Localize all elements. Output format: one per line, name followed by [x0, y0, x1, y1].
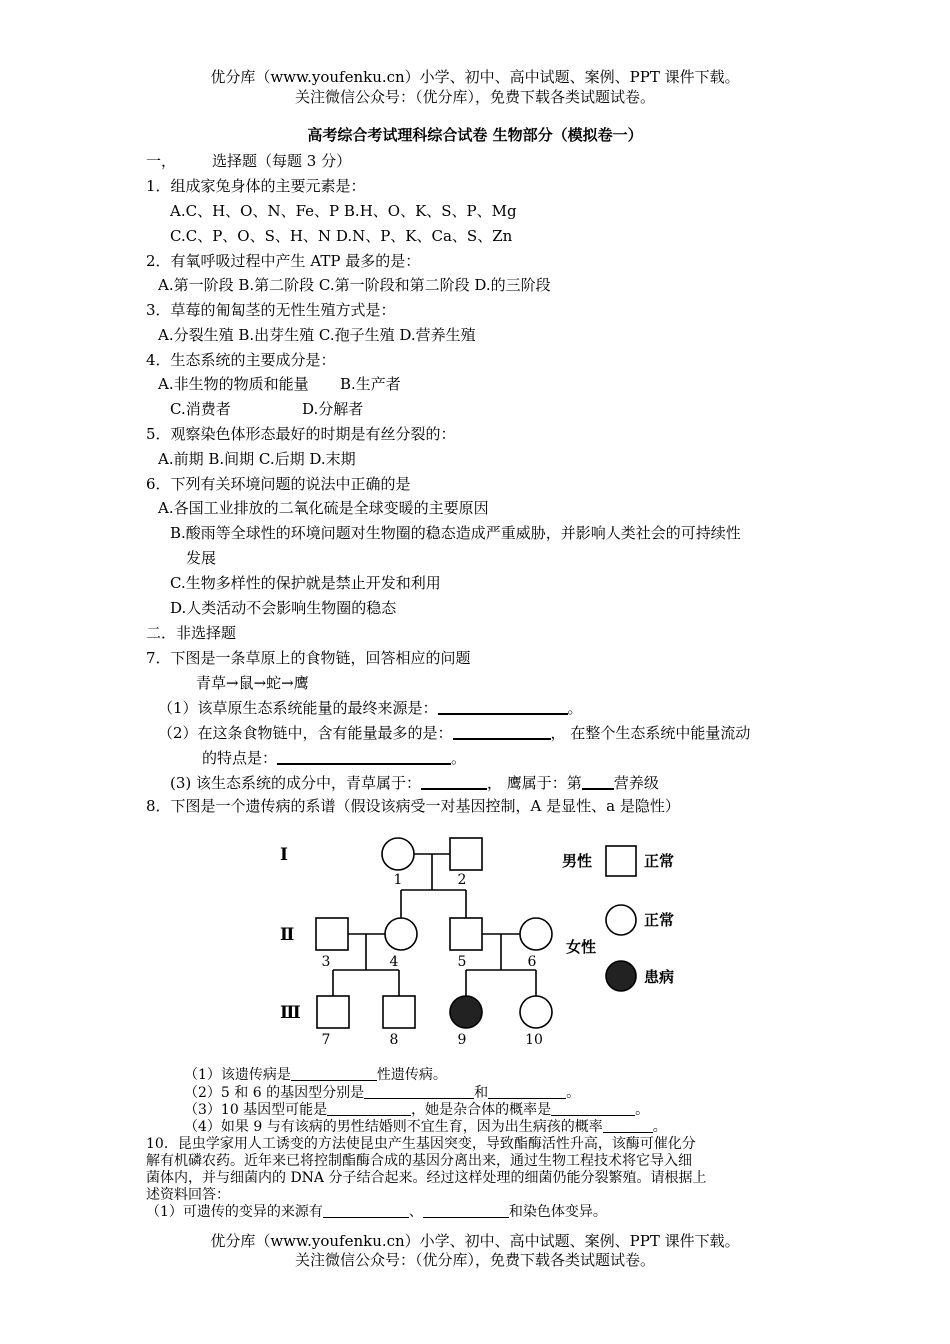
q8-sub-4: [184, 1118, 667, 1136]
q10-p1-sep: 、: [408, 1204, 423, 1220]
q10-line-1: 10．昆虫学家用人工诱变的方法使昆虫产生基因突变，导致酯酶活性升高，该酶可催化分: [146, 1136, 696, 1152]
q7-p2-text-b: ， 在整个生态系统中能量流动: [550, 724, 751, 742]
legend-affected-label: 患病: [644, 968, 675, 986]
q7-p2-text-c: 的特点是：: [202, 749, 278, 767]
individual-6-female: [520, 918, 552, 950]
section-2-label: 二．非选择题: [146, 624, 237, 642]
id-4: 4: [389, 954, 399, 970]
id-3: 3: [321, 954, 331, 970]
q7-p2-end: 。: [451, 749, 467, 767]
q7-part-2: [158, 722, 750, 744]
q8-s4-text: （4）如果 9 与有该病的男性结婚则不宜生育，因为出生病孩的概率: [184, 1119, 603, 1135]
section-1-label: 选择题（每题 3 分）: [212, 152, 352, 170]
q3-stem: 3．草莓的匍匐茎的无性生殖方式是：: [146, 301, 396, 319]
generation-III-label: Ⅲ: [280, 1003, 301, 1023]
id-2: 2: [457, 872, 467, 888]
legend-affected-symbol: [606, 961, 636, 991]
exam-title: 高考综合考试理科综合试卷 生物部分（模拟卷一）: [307, 126, 643, 144]
q4-option-a: A.非生物的物质和能量: [158, 375, 309, 393]
id-10: 10: [525, 1032, 543, 1048]
q10-p1-end: 和染色体变异。: [508, 1204, 607, 1220]
q6-option-a: A.各国工业排放的二氧化硫是全球变暖的主要原因: [158, 499, 489, 517]
q7-p1-text: （1）该草原生态系统能量的最终来源是：: [158, 699, 438, 717]
q8-sub-1: [184, 1066, 447, 1084]
id-7: 7: [321, 1032, 331, 1048]
individual-5-male: [450, 918, 482, 950]
q5-stem: 5．观察染色体形态最好的时期是有丝分裂的：: [146, 425, 456, 443]
q7-p2-blank-1: [453, 724, 551, 740]
q6-option-b-cont: 发展: [186, 549, 217, 567]
q4-stem: 4．生态系统的主要成分是：: [146, 351, 336, 369]
q8-s4-end: 。: [652, 1119, 667, 1135]
q4-option-c: C.消费者: [170, 400, 231, 418]
q8-s1-blank: [291, 1066, 377, 1081]
q7-part-3: [170, 772, 659, 794]
individual-1-female: [382, 838, 414, 870]
q2-options: A.第一阶段 B.第二阶段 C.第一阶段和第二阶段 D.的三阶段: [158, 276, 551, 294]
q7-p3-text-b: ， 鹰属于：第: [487, 774, 582, 792]
generation-I-label: Ⅰ: [280, 845, 288, 865]
q8-s3-end: 。: [635, 1102, 650, 1118]
q8-sub-2: [184, 1084, 580, 1102]
q6-option-b: B.酸雨等全球性的环境问题对生物圈的稳态造成严重威胁，并影响人类社会的可持续性: [170, 524, 741, 542]
legend-male-label: 男性: [562, 852, 593, 870]
q10-line-2: 解有机磷农药。近年来已将控制酯酶合成的基因分离出来，通过生物工程技术将它导入细: [146, 1153, 692, 1169]
q6-stem: 6．下列有关环境问题的说法中正确的是: [146, 475, 411, 493]
q1-options-1: A.C、H、O、N、Fe、P B.H、O、K、S、P、Mg: [170, 202, 517, 220]
q8-stem: 8．下图是一个遗传病的系谱（假设该病受一对基因控制，A 是显性、a 是隐性）: [146, 797, 680, 815]
generation-II-label: Ⅱ: [280, 925, 295, 945]
q5-options: A.前期 B.间期 C.后期 D.末期: [158, 450, 356, 468]
legend-male-normal-label: 正常: [644, 852, 675, 870]
q7-p3-blank-1: [421, 774, 487, 790]
q7-p2-text: （2）在这条食物链中，含有能量最多的是：: [158, 724, 453, 742]
q10-part-1: [146, 1203, 607, 1221]
q6-option-d: D.人类活动不会影响生物圈的稳态: [170, 599, 397, 617]
q8-s1-end: 性遗传病。: [376, 1067, 447, 1083]
q7-p3-text: (3) 该生态系统的成分中，青草属于：: [170, 774, 422, 792]
q8-s1-text: （1）该遗传病是: [184, 1067, 291, 1083]
header-line-1: 优分库（www.youfenku.cn）小学、初中、高中试题、案例、PPT 课件下载。: [210, 68, 740, 86]
header-line-2: 关注微信公众号：（优分库），免费下载各类试题试卷。: [294, 88, 655, 106]
q7-stem: 7．下图是一条草原上的食物链，回答相应的问题: [146, 649, 471, 667]
q10-p1-blank-1: [323, 1203, 409, 1218]
q8-s2-and: 和: [474, 1085, 489, 1101]
q10-line-3: 菌体内，并与细菌内的 DNA 分子结合起来。经过这样处理的细菌仍能分裂繁殖。请根据上: [146, 1170, 707, 1186]
id-8: 8: [389, 1032, 399, 1048]
q7-p1-blank: [438, 699, 568, 715]
q8-s2-blank-1: [364, 1084, 474, 1099]
id-5: 5: [457, 954, 467, 970]
individual-9-affected-female: [450, 996, 482, 1028]
q10-line-4: 述资料回答：: [146, 1187, 230, 1203]
individual-8-male: [383, 996, 415, 1028]
q7-p3-blank-2: [582, 774, 614, 790]
q8-sub-3: [184, 1101, 649, 1119]
individual-3-male: [316, 918, 348, 950]
legend-female-normal-label: 正常: [644, 911, 675, 929]
q7-p2-blank-2: [277, 749, 451, 765]
q8-s4-blank: [603, 1118, 653, 1133]
legend-female-normal-symbol: [606, 905, 636, 935]
q8-s2-end: 。: [566, 1085, 581, 1101]
individual-4-female: [385, 918, 417, 950]
q6-option-c: C.生物多样性的保护就是禁止开发和利用: [170, 574, 441, 592]
individual-7-male: [317, 996, 349, 1028]
id-6: 6: [527, 954, 537, 970]
pedigree-chart: [270, 828, 690, 1058]
legend-male-symbol: [606, 846, 636, 876]
q10-p1-text: （1）可遗传的变异的来源有: [146, 1204, 323, 1220]
q1-options-2: C.C、P、O、S、H、N D.N、P、K、Ca、S、Zn: [170, 227, 513, 245]
q8-s3-text-b: ，她是杂合体的概率是: [411, 1102, 552, 1118]
q7-part-1: [158, 697, 583, 719]
legend-female-label: 女性: [566, 938, 597, 956]
q8-s3-text: （3）10 基因型可能是: [184, 1102, 328, 1118]
q8-s2-blank-2: [488, 1084, 566, 1099]
section-1-number: 一，: [146, 152, 177, 170]
q2-stem: 2．有氧呼吸过程中产生 ATP 最多的是：: [146, 252, 421, 270]
q7-p1-end: 。: [567, 699, 583, 717]
q7-p3-text-c: 营养级: [613, 774, 659, 792]
id-1: 1: [393, 872, 403, 888]
q1-stem: 1．组成家兔身体的主要元素是：: [146, 177, 366, 195]
q4-option-d: D.分解者: [302, 400, 364, 418]
q8-s3-blank-2: [551, 1101, 635, 1116]
footer-line-2: 关注微信公众号：（优分库），免费下载各类试题试卷。: [294, 1251, 655, 1269]
q3-options: A.分裂生殖 B.出芽生殖 C.孢子生殖 D.营养生殖: [158, 326, 476, 344]
footer-line-1: 优分库（www.youfenku.cn）小学、初中、高中试题、案例、PPT 课件下载。: [210, 1232, 740, 1250]
q7-part-2-cont: [202, 747, 466, 769]
id-9: 9: [457, 1032, 467, 1048]
individual-2-male: [450, 838, 482, 870]
q8-s2-text: （2）5 和 6 的基因型分别是: [184, 1085, 365, 1101]
q10-p1-blank-2: [423, 1203, 509, 1218]
food-chain: 青草→鼠→蛇→鹰: [196, 674, 309, 692]
individual-10-female: [520, 996, 552, 1028]
q4-option-b: B.生产者: [340, 375, 401, 393]
q8-s3-blank-1: [327, 1101, 411, 1116]
